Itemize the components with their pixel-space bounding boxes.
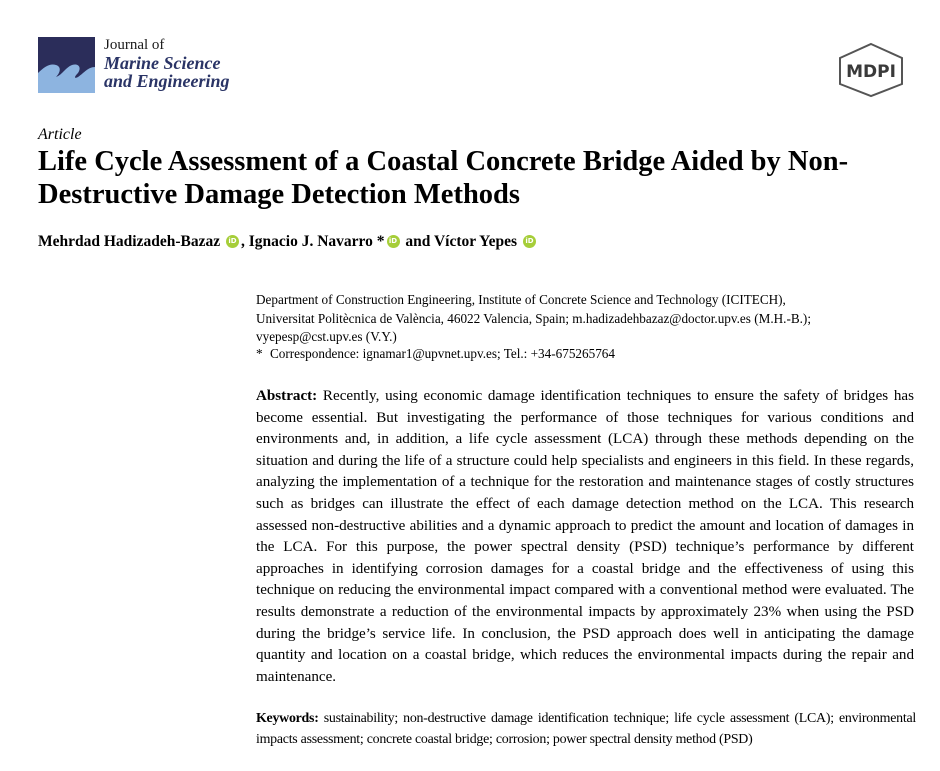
affiliation-line: Universitat Politècnica de València, 46022 Valencia, Spain; m.hadizadehbazaz@doctor.upv.es (M.H.-B.); xyxy=(256,310,811,326)
abstract-label: Abstract: xyxy=(256,388,318,404)
correspondence-marker: * xyxy=(256,346,263,361)
paper-title: Life Cycle Assessment of a Coastal Concrete Bridge Aided by Non-Destructive Damage Detection Methods xyxy=(38,146,849,210)
orcid-icon[interactable]: iD xyxy=(523,235,536,248)
mdpi-logo-icon xyxy=(836,42,906,98)
abstract-text: Recently, using economic damage identification techniques to ensure the safety of bridges has become essential. But investigating the performance of those techniques for various conditions and environments and, in addition, a life cycle assessment (LCA) through these methods depending on the situation and during the life of a structure could help specialists and engineers in this field. In these regards, analyzing the implementation of a technique for the restoration and maintenance stages of costly structures such as bridges can illustrate the effect of each damage detection method on the LCA. This research assessed non-destructive abilities and a dynamic approach to predict the amount and location of damages in the LCA. For this purpose, the power spectral density (PSD) technique’s performance by different approaches in identifying corrosion damages for a coastal bridge and the effectiveness of using this technique on reducing the environmental impact compared with a conventional method were evaluated. The results demonstrate a reduction of the environmental impacts by approximately 23% when using the PSD during the bridge’s service life. In conclusion, the PSD approach does well in anticipating the damage quantity and location on a coastal bridge, which reduces the environmental impacts during the repair and maintenance. xyxy=(256,388,914,685)
corresponding-marker: * xyxy=(372,233,385,250)
keywords-text: sustainability; non-destructive damage identification technique; life cycle assessment (LCA); environmental impacts assessment; concrete coastal bridge; corrosion; power spectral density method (PSD) xyxy=(256,711,916,747)
journal-name xyxy=(104,36,230,90)
orcid-icon[interactable]: iD xyxy=(226,235,239,248)
orcid-icon[interactable]: iD xyxy=(387,235,400,248)
correspondence xyxy=(256,346,615,362)
journal-name-line2: Marine Science xyxy=(104,53,221,73)
publisher-name: MDPI xyxy=(846,62,896,82)
journal-name-line3: and Engineering xyxy=(104,71,230,91)
author-name[interactable]: Mehrdad Hadizadeh-Bazaz xyxy=(38,233,221,250)
author-name[interactable]: Víctor Yepes xyxy=(433,233,518,250)
author-separator: , xyxy=(241,233,249,250)
author-separator: and xyxy=(401,233,434,250)
affiliation xyxy=(256,291,936,347)
author-name[interactable]: Ignacio J. Navarro xyxy=(248,233,373,250)
journal-logo-icon xyxy=(38,37,95,93)
author-list xyxy=(38,233,538,251)
affiliation-line: Department of Construction Engineering, Institute of Concrete Science and Technology (ICITECH), xyxy=(256,292,786,307)
article-type: Article xyxy=(38,126,82,143)
keywords xyxy=(256,708,916,750)
correspondence-text: Correspondence: ignamar1@upvnet.upv.es; Tel.: +34-675265764 xyxy=(270,346,615,361)
keywords-label: Keywords: xyxy=(256,711,319,726)
journal-name-line1: Journal of xyxy=(104,37,165,53)
abstract xyxy=(256,386,914,688)
affiliation-line: vyepesp@cst.upv.es (V.Y.) xyxy=(256,329,397,344)
